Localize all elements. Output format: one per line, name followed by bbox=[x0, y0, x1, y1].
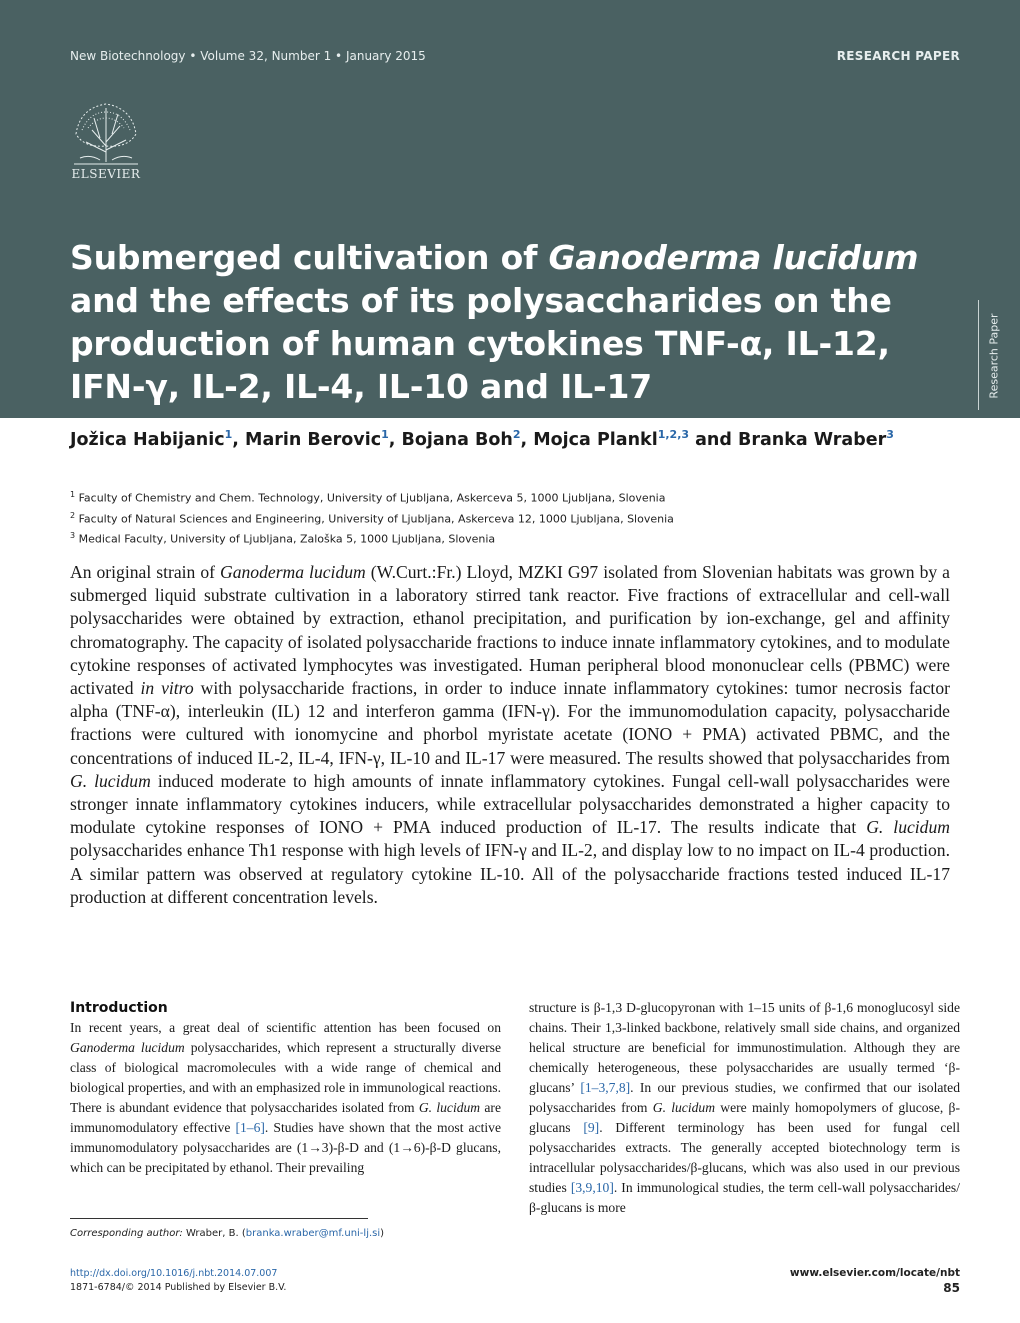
abstract-italic-term: in vitro bbox=[140, 678, 194, 699]
title-part-3: and the effects of its polysaccharides on the production of human cytokines TNF-α, IL-12, IFN-γ, IL-2, IL-4, IL-10 and IL-17 bbox=[70, 281, 892, 406]
abstract-species: Ganoderma lucidum bbox=[220, 562, 366, 582]
corresponding-author-name: Wraber, B. ( bbox=[182, 1228, 246, 1239]
corresponding-author-label: Corresponding author: bbox=[70, 1228, 183, 1239]
side-tab-label: Research Paper bbox=[987, 313, 1001, 399]
journal-site-link[interactable]: www.elsevier.com/locate/nbt bbox=[789, 1267, 960, 1279]
body-text: . In immunological studies, the term cell-wall polysaccharides/β-glucans is more bbox=[529, 1180, 960, 1215]
abstract-species: G. lucidum bbox=[866, 817, 950, 838]
affiliation-text: Medical Faculty, University of Ljubljana, Zaloška 5, 1000 Ljubljana, Slovenia bbox=[78, 532, 496, 546]
body-species: Ganoderma lucidum bbox=[70, 1040, 185, 1055]
journal-citation: New Biotechnology • Volume 32, Number 1 • January 2015 bbox=[70, 49, 426, 63]
body-text: In recent years, a great deal of scientific attention has been focused on bbox=[70, 1020, 501, 1035]
affiliation-number: 2 bbox=[70, 510, 76, 520]
intro-column-right bbox=[529, 998, 960, 1218]
author-conjunction: and bbox=[689, 429, 739, 450]
abstract bbox=[70, 561, 950, 909]
title-species: Ganoderma lucidum bbox=[548, 238, 919, 277]
body-text: . Different terminology has been used for fungal cell polysaccharides extracts. The generally accepted biotechnology term is intracellular polysaccharides/β-glucans, which was also used in our previous studies bbox=[529, 1120, 960, 1195]
footnote-rule bbox=[70, 1218, 368, 1219]
body-species: G. lucidum bbox=[652, 1100, 716, 1115]
paper-title bbox=[70, 236, 930, 408]
body-text: . Studies have shown that the most active immunomodulatory polysaccharides are (1→3)-β-D and (1→6)-β-D glucans, which can be precipitated by ethanol. Their prevailing bbox=[70, 1120, 502, 1175]
corresponding-email-link[interactable]: branka.wraber@mf.uni-lj.si bbox=[245, 1228, 381, 1239]
paper-type-label: RESEARCH PAPER bbox=[836, 49, 960, 63]
citation-link[interactable]: [1–3,7,8] bbox=[580, 1080, 631, 1095]
body-text: were mainly homopolymers of glucose, β-glucans bbox=[529, 1100, 960, 1135]
affiliation-number: 1 bbox=[70, 490, 76, 499]
author-separator: , bbox=[388, 429, 402, 450]
affiliation-number: 3 bbox=[70, 531, 76, 541]
affiliation-text: Faculty of Natural Sciences and Engineering, University of Ljubljana, Askerceva 12, 1000 Ljubljana, Slovenia bbox=[78, 512, 674, 526]
body-text: polysaccharides, which represent a structurally diverse class of biological macromolecules with a wide range of chemical and biological properties, and with an emphasized role in immunological reactions. There is abundant evidence that polysaccharides isolated from bbox=[70, 1040, 501, 1115]
citation-link[interactable]: [3,9,10] bbox=[570, 1180, 614, 1195]
body-text: are immunomodulatory effective bbox=[70, 1100, 501, 1135]
journal-header bbox=[70, 49, 960, 63]
author-affiliation-ref[interactable]: 1,2,3 bbox=[657, 428, 690, 441]
body-species: G. lucidum bbox=[418, 1100, 481, 1115]
footer-right bbox=[660, 1266, 960, 1296]
citation-link[interactable]: [1–6] bbox=[235, 1120, 265, 1135]
section-heading-introduction: Introduction bbox=[70, 1000, 168, 1016]
author-affiliation-ref[interactable]: 1 bbox=[381, 428, 389, 441]
abstract-text: (W.Curt.:Fr.) Lloyd, MZKI G97 isolated from Slovenian habitats was grown by a submerged liquid substrate cultivation in a laboratory stirred tank reactor. Five fractions of extracellular and cell-wall polysaccharides were obtained by extraction, ethanol precipitation, and purification by ion-exchange, gel and affinity chromatography. The capacity of isolated polysaccharide fractions to induce innate inflammatory cytokines, and to modulate cytokine responses of activated lymphocytes was investigated. Human peripheral blood mononuclear cells (PBMC) were activated bbox=[70, 562, 950, 699]
affiliation-list bbox=[70, 486, 970, 548]
author-affiliation-ref[interactable]: 2 bbox=[512, 428, 521, 441]
author-name: Branka Wraber bbox=[738, 429, 887, 450]
author-name: Mojca Plankl bbox=[533, 429, 658, 450]
affiliation-item bbox=[70, 486, 970, 507]
affiliation-item bbox=[70, 527, 970, 548]
abstract-text: polysaccharides enhance Th1 response with high levels of IFN-γ and IL-2, and display low to no impact on IL-4 production. A similar pattern was observed at regulatory cytokine IL-10. All of the polysaccharide fractions tested induced IL-17 production at different concentration levels. bbox=[70, 840, 950, 907]
corresponding-author-note bbox=[70, 1228, 510, 1239]
affiliation-item bbox=[70, 507, 970, 528]
issn-copyright: 1871-6784/© 2014 Published by Elsevier B.V. bbox=[70, 1282, 287, 1293]
title-part-1: Submerged cultivation of bbox=[70, 238, 549, 277]
page-number: 85 bbox=[943, 1281, 960, 1295]
abstract-species: G. lucidum bbox=[70, 770, 151, 791]
doi-link[interactable]: http://dx.doi.org/10.1016/j.nbt.2014.07.007 bbox=[70, 1268, 278, 1279]
publisher-logo-text: ELSEVIER bbox=[71, 167, 141, 181]
abstract-text: An original strain of bbox=[70, 562, 220, 582]
body-text: . In our previous studies, we confirmed that our isolated polysaccharides from bbox=[529, 1080, 960, 1115]
affiliation-text: Faculty of Chemistry and Chem. Technology, University of Ljubljana, Askerceva 5, 1000 Ljubljana, Slovenia bbox=[78, 491, 666, 505]
corresponding-close: ) bbox=[380, 1228, 385, 1239]
author-name: Marin Berovic bbox=[245, 429, 382, 450]
intro-column-left bbox=[70, 998, 501, 1178]
citation-link[interactable]: [9] bbox=[583, 1120, 600, 1135]
intro-paragraph bbox=[70, 1018, 501, 1178]
body-text: structure is β-1,3 D-glucopyronan with 1–15 units of β-1,6 monoglucosyl side chains. Their 1,3-linked backbone, relatively small side chains, and organized helical structure are beneficial for immunostimulation. Although they are chemically heterogeneous, these polysaccharides are usually termed ‘β-glucans’ bbox=[529, 1000, 960, 1095]
author-affiliation-ref[interactable]: 3 bbox=[886, 428, 894, 441]
author-affiliation-ref[interactable]: 1 bbox=[224, 428, 233, 441]
author-separator: , bbox=[232, 429, 246, 450]
abstract-text: induced moderate to high amounts of innate inflammatory cytokines. Fungal cell-wall polysaccharides were stronger innate inflammatory cytokines inducers, while extracellular polysaccharides demonstrated a higher capacity to modulate cytokine responses of IONO + PMA induced production of IL-17. The results indicate that bbox=[70, 770, 950, 838]
abstract-text: with polysaccharide fractions, in order to induce innate inflammatory cytokines: tumor necrosis factor alpha (TNF-α), interleukin (IL) 12 and interferon gamma (IFN-γ). For the immunomodulation capacity, polysaccharide fractions were cultured with ionomycine and phorbol myristate acetate (IONO + PMA) activated PBMC, and the concentrations of induced IL-2, IL-4, IFN-γ, IL-10 and IL-17 were measured. The results showed that polysaccharides from bbox=[70, 678, 950, 768]
footer-left bbox=[70, 1267, 570, 1295]
author-name: Jožica Habijanic bbox=[70, 429, 225, 450]
author-separator: , bbox=[520, 429, 534, 450]
author-list bbox=[70, 428, 970, 450]
author-name: Bojana Boh bbox=[401, 429, 513, 450]
intro-paragraph-continued bbox=[529, 998, 960, 1218]
